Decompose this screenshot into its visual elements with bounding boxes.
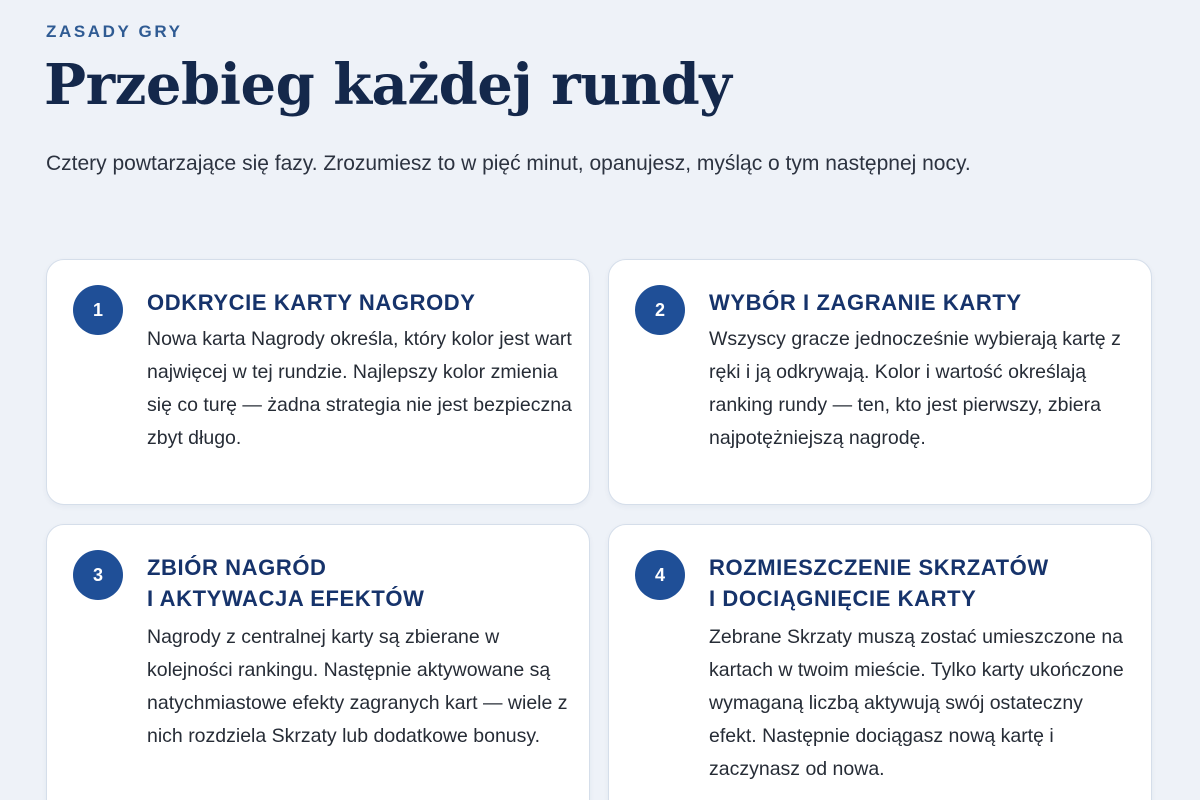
phase-description: Nowa karta Nagrody określa, który kolor jest wart najwięcej w tej rundzie. Najlepszy kolor zmienia się co turę — żadna strategia nie jest bezpieczna zbyt długo. xyxy=(147,328,572,449)
phase-description: Nagrody z centralnej karty są zbierane w kolejności rankingu. Następnie aktywowane są natychmiastowe efekty zagranych kart — wiele z nich rozdziela Skrzaty lub dodatkowe bonusy. xyxy=(147,626,568,747)
page-title: Przebieg każdej rundy xyxy=(44,52,732,118)
step-number-badge: 2 xyxy=(635,285,685,335)
step-number-badge: 3 xyxy=(73,550,123,600)
section-eyebrow: ZASADY GRY xyxy=(46,22,183,41)
phase-title: ODKRYCIE KARTY NAGRODY xyxy=(147,290,476,315)
phase-card-3 xyxy=(46,524,590,800)
phase-card-4 xyxy=(608,524,1152,800)
phase-title: ZBIÓR NAGRÓD I AKTYWACJA EFEKTÓW xyxy=(147,555,425,611)
phase-description: Zebrane Skrzaty muszą zostać umieszczone na kartach w twoim mieście. Tylko karty ukończone wymaganą liczbą aktywują swój ostateczny efekt. Następnie dociągasz nową kartę i zaczynasz od nowa. xyxy=(709,626,1124,780)
phase-description: Wszyscy gracze jednocześnie wybierają kartę z ręki i ją odkrywają. Kolor i wartość określają ranking rundy — ten, kto jest pierwszy, zbiera najpotężniejszą nagrodę. xyxy=(709,328,1121,449)
phase-card-1 xyxy=(46,259,590,505)
intro-text: Cztery powtarzające się fazy. Zrozumiesz to w pięć minut, opanujesz, myśląc o tym następnej nocy. xyxy=(46,152,971,175)
step-number-badge: 4 xyxy=(635,550,685,600)
step-number-badge: 1 xyxy=(73,285,123,335)
phase-title: ROZMIESZCZENIE SKRZATÓW I DOCIĄGNIĘCIE KARTY xyxy=(709,555,1049,611)
phase-card-2 xyxy=(608,259,1152,505)
phase-title: WYBÓR I ZAGRANIE KARTY xyxy=(709,290,1022,315)
